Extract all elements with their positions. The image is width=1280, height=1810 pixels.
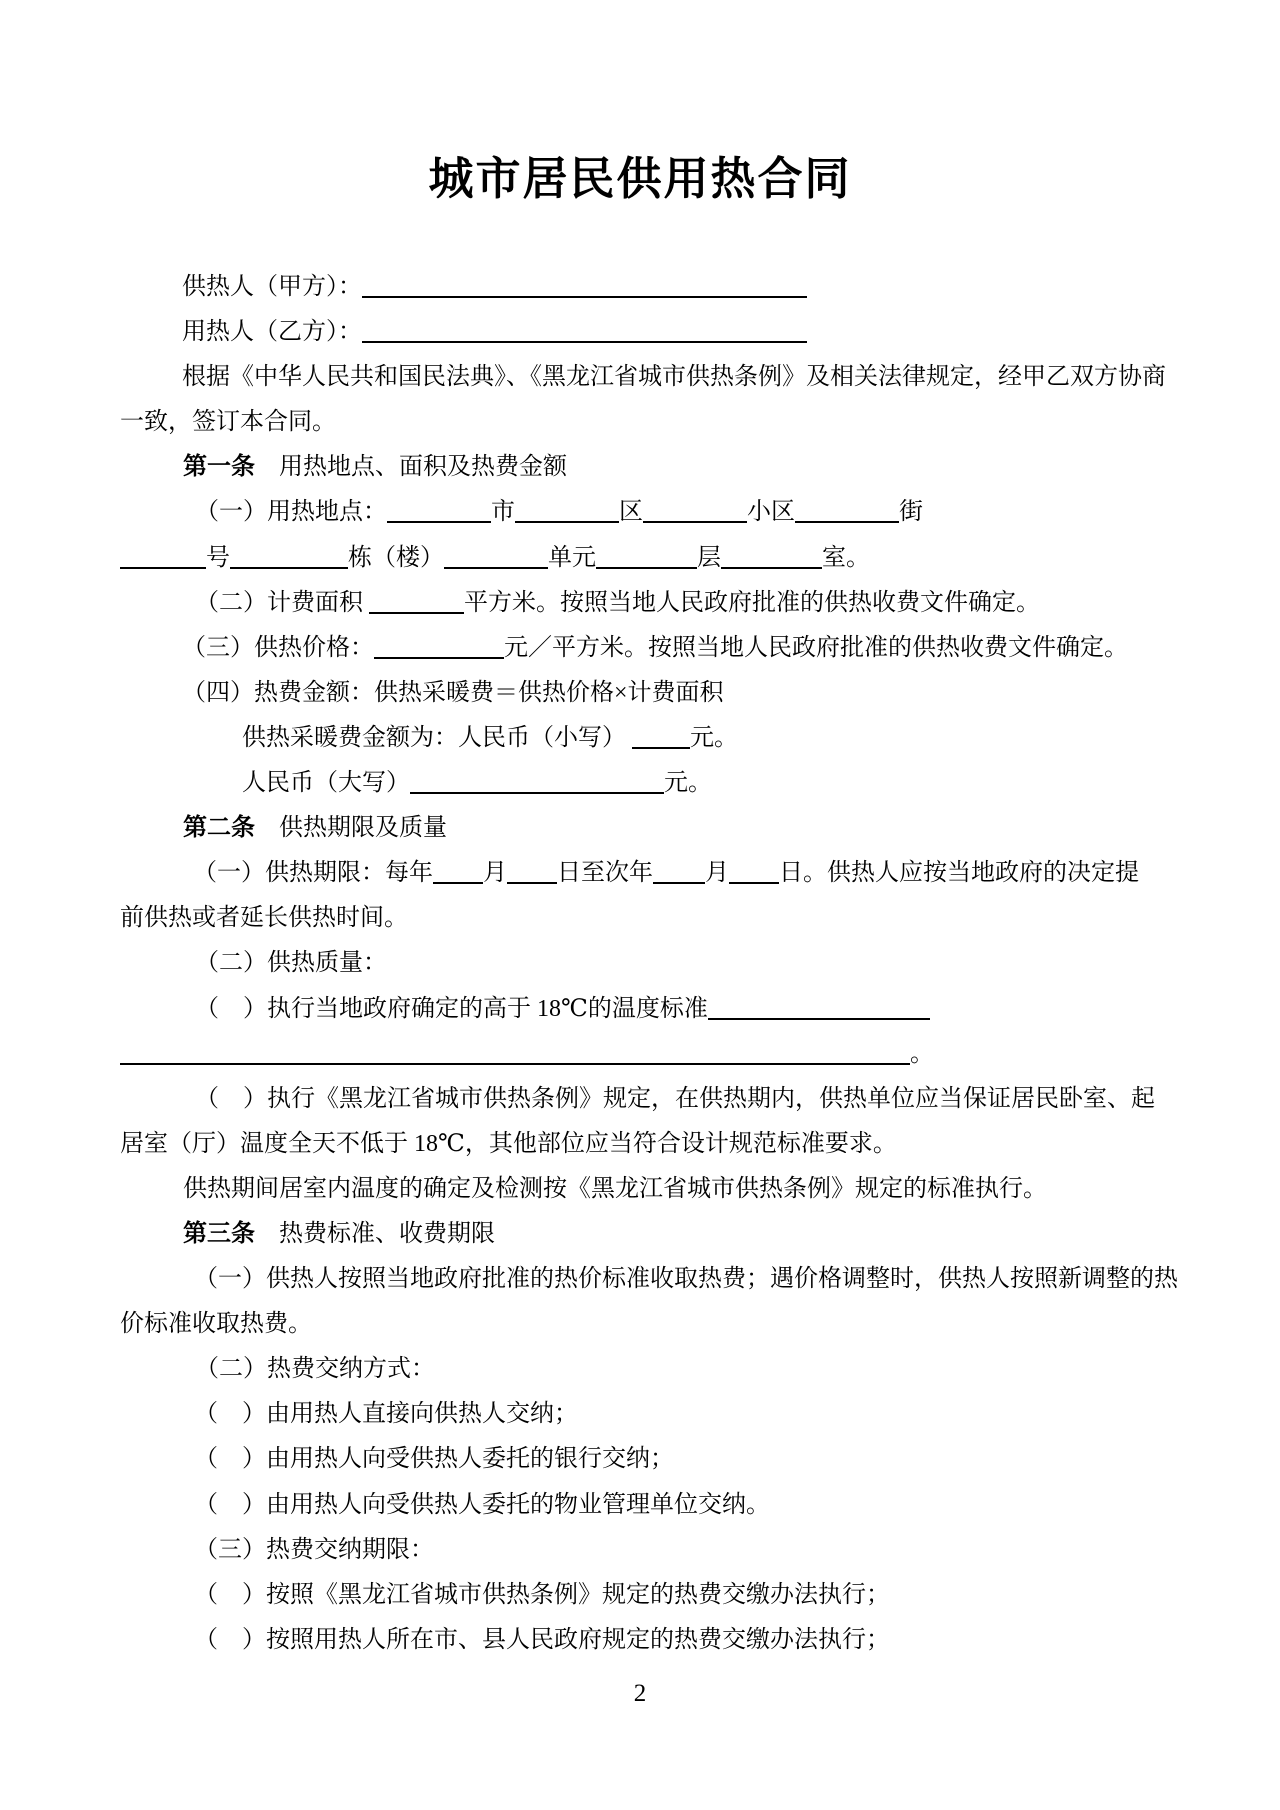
fill-in-blank [369,606,464,614]
line-text: （一）用热地点： [195,499,387,526]
line-text: （二）供热质量： [195,950,387,977]
fill-in-blank [708,1012,930,1020]
line-text: 日。供热人应按当地政府的决定提 [779,860,1139,887]
contract-line-12 [120,761,1165,806]
line-text: 层 [697,544,721,571]
line-text: 用热人（乙方）： [182,319,362,346]
line-text: 日至次年 [557,860,653,887]
fill-in-blank [444,561,548,569]
contract-line-27 [120,1437,1165,1482]
contract-line-29 [120,1528,1165,1573]
line-text: （ ）由用热人向受供热人委托的物业管理单位交纳。 [194,1491,770,1518]
line-text: （三）热费交纳期限： [194,1536,434,1563]
line-text: （二）计费面积 [195,589,369,616]
fill-in-blank [433,876,483,884]
contract-line-30 [120,1573,1165,1618]
line-text: （ ）按照《黑龙江省城市供热条例》规定的热费交缴办法执行； [194,1581,890,1608]
contract-line-25 [120,1347,1165,1392]
fill-in-blank [643,515,747,523]
line-text: 供热期限及质量 [255,815,447,842]
line-text: 元／平方米。按照当地人民政府批准的供热收费文件确定。 [504,634,1128,661]
contract-line-24 [120,1302,1165,1347]
line-text: 单元 [548,544,596,571]
line-text: （ ）执行当地政府确定的高于 18℃的温度标准 [195,995,708,1022]
line-text: （四）热费金额：供热采暖费＝供热价格×计费面积 [182,679,724,706]
line-text: 栋（楼） [348,544,444,571]
contract-line-16 [120,941,1165,986]
line-text: 街 [899,499,923,526]
fill-in-blank [120,561,206,569]
contract-line-19 [120,1077,1165,1122]
line-text: 小区 [747,499,795,526]
line-text: 价标准收取热费。 [120,1311,312,1338]
line-text: （一）供热人按照当地政府批准的热价标准收取热费；遇价格调整时，供热人按照新调整的热 [194,1266,1178,1293]
line-text: 。 [910,1040,934,1067]
fill-in-blank [632,741,690,749]
line-text: （一）供热期限：每年 [193,860,433,887]
line-text: 前供热或者延长供热时间。 [120,905,408,932]
contract-line-14 [120,851,1165,896]
fill-in-blank [596,561,697,569]
line-text: 元。 [664,770,712,797]
line-text: 平方米。按照当地人民政府批准的供热收费文件确定。 [464,589,1040,616]
line-text: （ ）由用热人向受供热人委托的银行交纳； [194,1446,674,1473]
contract-line-4 [120,400,1165,445]
fill-in-blank [362,290,807,298]
contract-line-15 [120,896,1165,941]
contract-line-5 [120,445,1165,490]
fill-in-blank [507,876,557,884]
contract-line-3 [120,355,1165,400]
document-title: 城市居民供用热合同 [428,154,852,204]
contract-line-28 [120,1483,1165,1528]
contract-line-13 [120,806,1165,851]
line-text: 居室（厅）温度全天不低于 18℃，其他部位应当符合设计规范标准要求。 [120,1130,897,1157]
line-text: 室。 [822,544,870,571]
contract-line-26 [120,1392,1165,1437]
contract-line-9 [120,626,1165,671]
line-text: 一致，签订本合同。 [120,409,336,436]
section-heading-number: 第二条 [183,815,255,842]
section-heading-number: 第三条 [183,1220,255,1247]
line-text: （ ）执行《黑龙江省城市供热条例》规定，在供热期内，供热单位应当保证居民卧室、起 [195,1085,1155,1112]
line-text: 月 [705,860,729,887]
line-text: 月 [483,860,507,887]
contract-line-20 [120,1122,1165,1167]
contract-line-7 [120,536,1165,581]
fill-in-blank [729,876,779,884]
fill-in-blank [387,515,491,523]
page-number: 2 [633,1680,647,1707]
contract-line-31 [120,1618,1165,1663]
line-text: 供热人（甲方）： [182,274,362,300]
fill-in-blank [653,876,705,884]
line-text: 元。 [690,724,738,751]
line-text: （ ）按照用热人所在市、县人民政府规定的热费交缴办法执行； [194,1626,890,1653]
contract-line-22 [120,1212,1165,1257]
contract-line-6 [120,490,1165,535]
line-text: 区 [619,499,643,526]
line-text: 供热采暖费金额为：人民币（小写） [242,724,632,751]
contract-line-11 [120,716,1165,761]
contract-line-8 [120,581,1165,626]
line-text: 热费标准、收费期限 [255,1220,495,1247]
line-text: 市 [491,499,515,526]
line-text: 人民币（大写） [242,770,410,797]
line-text: （ ）由用热人直接向供热人交纳； [194,1401,578,1428]
contract-line-21 [120,1167,1165,1212]
contract-line-1 [120,265,1165,310]
contract-body [120,265,1178,1663]
contract-line-23 [120,1257,1178,1302]
fill-in-blank [515,515,619,523]
fill-in-blank [374,651,504,659]
fill-in-blank [795,515,899,523]
fill-in-blank [721,561,822,569]
contract-line-17 [120,987,1165,1032]
contract-line-18 [120,1032,1165,1077]
fill-in-blank [230,561,348,569]
section-heading-number: 第一条 [183,454,255,481]
line-text: 根据《中华人民共和国民法典》、《黑龙江省城市供热条例》及相关法律规定，经甲乙双方协商 [182,364,1166,391]
line-text: （三）供热价格： [182,634,374,661]
contract-line-10 [120,671,1165,716]
fill-in-blank [120,1057,910,1065]
line-text: 供热期间居室内温度的确定及检测按《黑龙江省城市供热条例》规定的标准执行。 [183,1175,1047,1202]
fill-in-blank [362,335,807,343]
fill-in-blank [410,786,664,794]
line-text: 号 [206,544,230,571]
line-text: 用热地点、面积及热费金额 [255,454,567,481]
contract-line-2 [120,310,1165,355]
line-text: （二）热费交纳方式： [195,1356,435,1383]
